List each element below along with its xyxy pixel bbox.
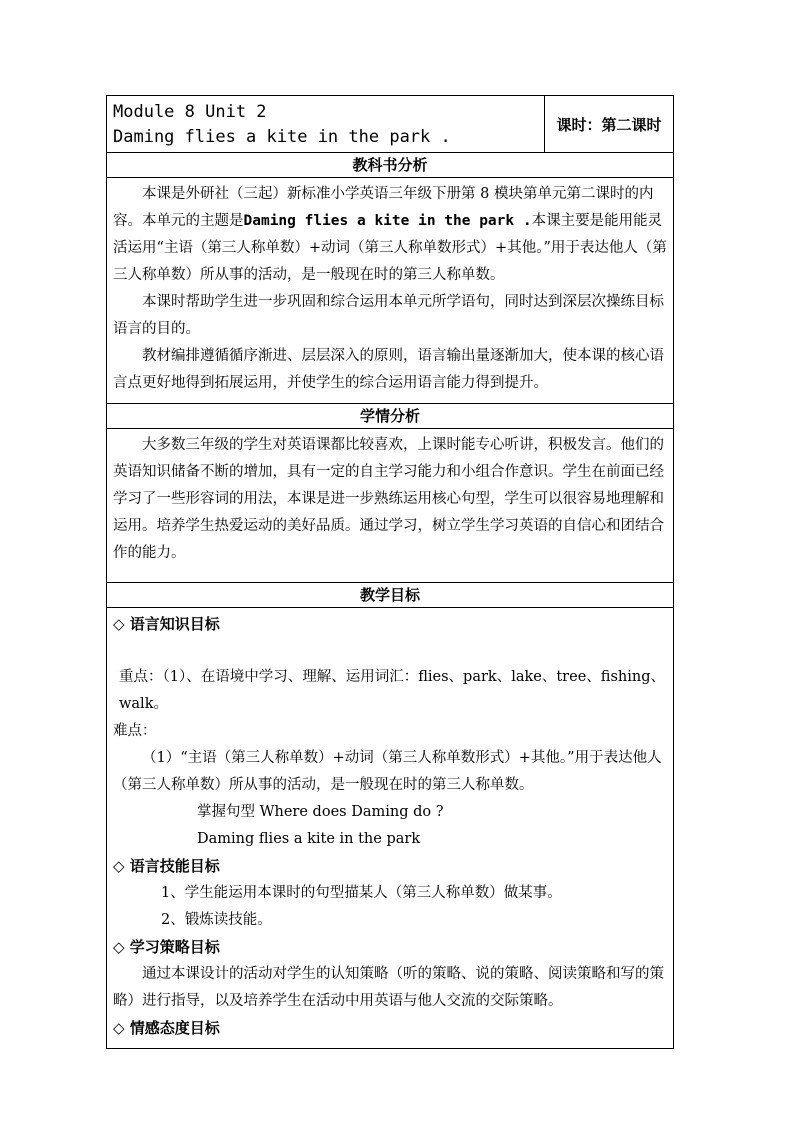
module-title: Module 8 Unit 2 <box>113 102 267 122</box>
textbook-analysis-body <box>107 178 674 404</box>
lesson-plan-page <box>106 95 674 1049</box>
strategy-title: ◇ 学习策略目标 <box>113 938 220 956</box>
skills-item-1: 1、学生能运用本课时的句型描某人（第三人称单数）做某事。 <box>161 885 562 901</box>
unit-title: Daming flies a kite in the park . <box>113 127 451 147</box>
knowledge-title: ◇ 语言知识目标 <box>113 615 220 633</box>
student-para: 大多数三年级的学生对英语课都比较喜欢，上课时能专心听讲，积极发言。他们的英语知识储备不断的增加，具有一定的自主学习能力和小组合作意识。学生在前面已经学习了一些形容词的用法，本课是进一步熟练运用核心句型，学生可以很容易地理解和运用。培养学生热爱运动的美好品质。通过学习，树立学生学习英语的自信心和团结合作的能力。 <box>113 437 664 561</box>
emotion-title: ◇ 情感态度目标 <box>113 1019 220 1037</box>
lesson-plan-table <box>106 95 674 1049</box>
objectives-body <box>107 608 674 1049</box>
title-cell <box>107 96 545 153</box>
student-analysis-heading: 学情分析 <box>107 404 674 429</box>
key-point: 重点：（1）、在语境中学习、理解、运用词汇：flies、park、lake、tree、fishing、walk。 <box>119 669 665 712</box>
unit-theme: Daming flies a kite in the park . <box>243 213 532 229</box>
objectives-heading: 教学目标 <box>107 583 674 608</box>
textbook-para-3: 教材编排遵循循序渐进、层层深入的原则，语言输出量逐渐加大，使本课的核心语言点更好地得到拓展运用，并使学生的综合运用语言能力得到提升。 <box>113 348 664 391</box>
skills-title: ◇ 语言技能目标 <box>113 857 220 875</box>
student-analysis-body <box>107 429 674 583</box>
pattern-answer: Daming flies a kite in the park <box>197 831 421 847</box>
textbook-para-2: 本课时帮助学生进一步巩固和综合运用本单元所学语句，同时达到深层次操练目标语言的目的。 <box>113 294 664 337</box>
difficulty-text: （1）“主语（第三人称单数）+动词（第三人称单数形式）+其他。”用于表达他人（第三人称单数）所从事的活动，是一般现在时的第三人称单数。 <box>113 750 662 793</box>
strategy-text: 通过本课设计的活动对学生的认知策略（听的策略、说的策略、阅读策略和写的策略）进行指导，以及培养学生在活动中用英语与他人交流的交际策略。 <box>113 966 664 1009</box>
textbook-analysis-heading: 教科书分析 <box>107 153 674 178</box>
skills-item-2: 2、锻炼读技能。 <box>161 912 272 928</box>
textbook-para-1: 本课是外研社（三起）新标准小学英语三年级下册第 8 模块第单元第二课时的内容。本单元的主题是Daming flies a kite in the park .本课主要是能用能灵活运用“主语（第三人称单数）+动词（第三人称单数形式）+其他。”用于表达他人（第三人称单数）所从事的活动，是一般现在时的第三人称单数。 <box>113 186 667 283</box>
lesson-period: 课时：第二课时 <box>545 96 674 153</box>
pattern-question: 掌握句型 Where does Daming do ? <box>197 804 444 820</box>
difficulty-label: 难点： <box>113 723 157 739</box>
